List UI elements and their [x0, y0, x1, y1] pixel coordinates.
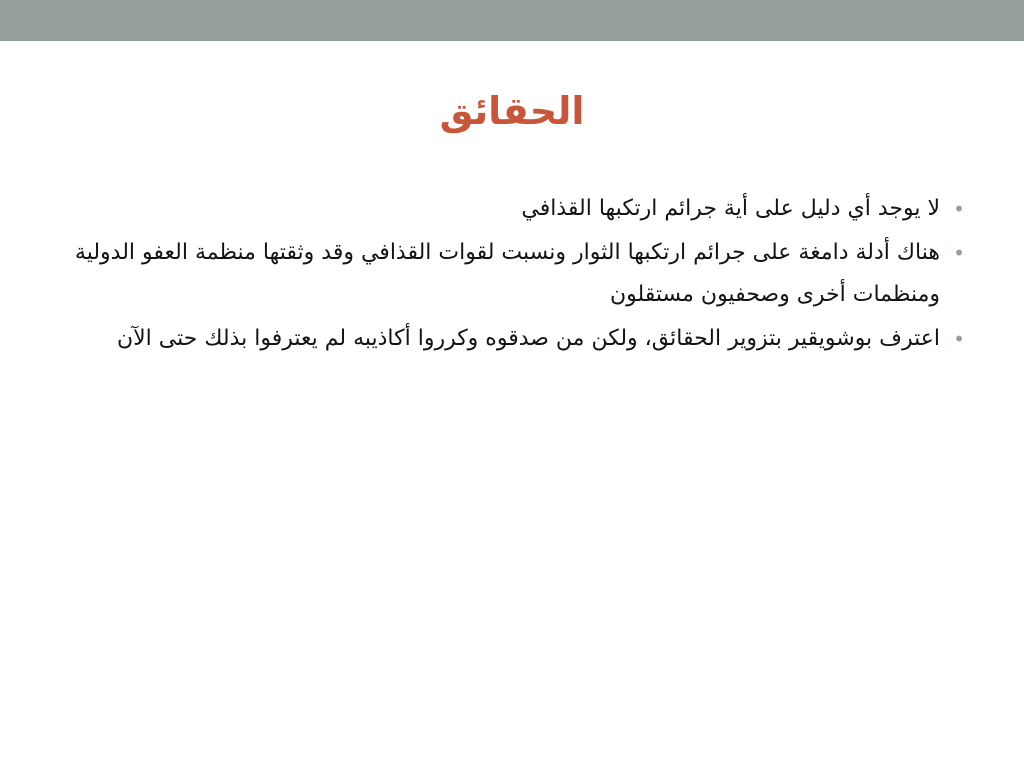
bullet-text: لا يوجد أي دليل على أية جرائم ارتكبها القذافي	[521, 196, 940, 221]
bullet-item	[60, 318, 972, 360]
bullet-dot-icon: •	[953, 197, 965, 221]
bullet-text: هناك أدلة دامغة على جرائم ارتكبها الثوار ونسبت لقوات القذافي وقد وثقتها منظمة العفو الدولية ومنظمات أخرى وصحفيون مستقلون	[74, 240, 940, 307]
bullet-item	[60, 232, 972, 316]
top-accent-bar	[0, 0, 1024, 41]
bullet-dot-icon: •	[953, 241, 965, 265]
bullet-list	[60, 188, 972, 362]
bullet-text: اعترف بوشويقير بتزوير الحقائق، ولكن من صدقوه وكرروا أكاذيبه لم يعترفوا بذلك حتى الآن	[116, 326, 940, 351]
bullet-item	[60, 188, 972, 230]
bullet-dot-icon: •	[953, 327, 965, 351]
slide-title: الحقائق	[439, 89, 585, 133]
